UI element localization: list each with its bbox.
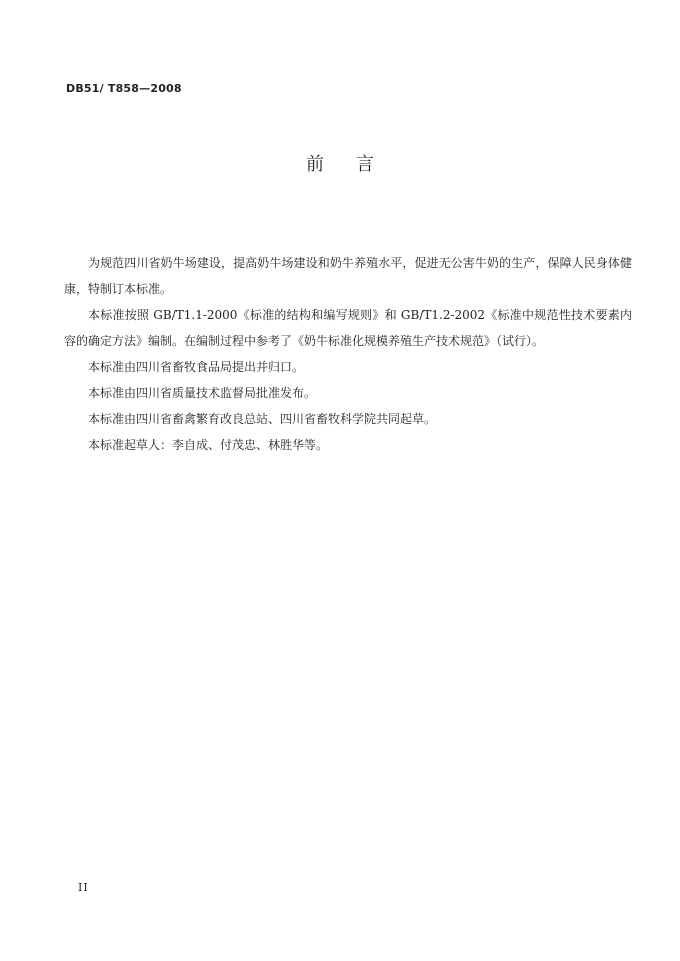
paragraph-drafters: 本标准起草人：李自成、付茂忠、林胜华等。 bbox=[88, 438, 329, 452]
paragraph-drafting-basis: 本标准按照 GB/T1.1-2000《标准的结构和编写规则》和 GB/T1.2-2002《标准中规范性技术要素内容的确定方法》编制。在编制过程中参考了《奶牛标准化规模养殖生产技术规范》（试行）。 bbox=[64, 308, 632, 348]
paragraph-proposer: 本标准由四川省畜牧食品局提出并归口。 bbox=[88, 360, 305, 374]
page-title-char-2: 言 bbox=[356, 154, 374, 175]
paragraph-approver: 本标准由四川省质量技术监督局批准发布。 bbox=[88, 386, 317, 400]
paragraph-purpose: 为规范四川省奶牛场建设，提高奶牛场建设和奶牛养殖水平，促进无公害牛奶的生产，保障人民身体健康，特制订本标准。 bbox=[64, 256, 632, 296]
paragraph-drafting-units: 本标准由四川省畜禽繁育改良总站、四川省畜牧科学院共同起草。 bbox=[88, 412, 437, 426]
standard-code: DB51/ T858—2008 bbox=[66, 82, 182, 95]
page-number: II bbox=[78, 881, 89, 894]
foreword-body bbox=[64, 250, 632, 458]
page-title-char-1: 前 bbox=[306, 154, 324, 175]
page-title bbox=[0, 150, 680, 176]
